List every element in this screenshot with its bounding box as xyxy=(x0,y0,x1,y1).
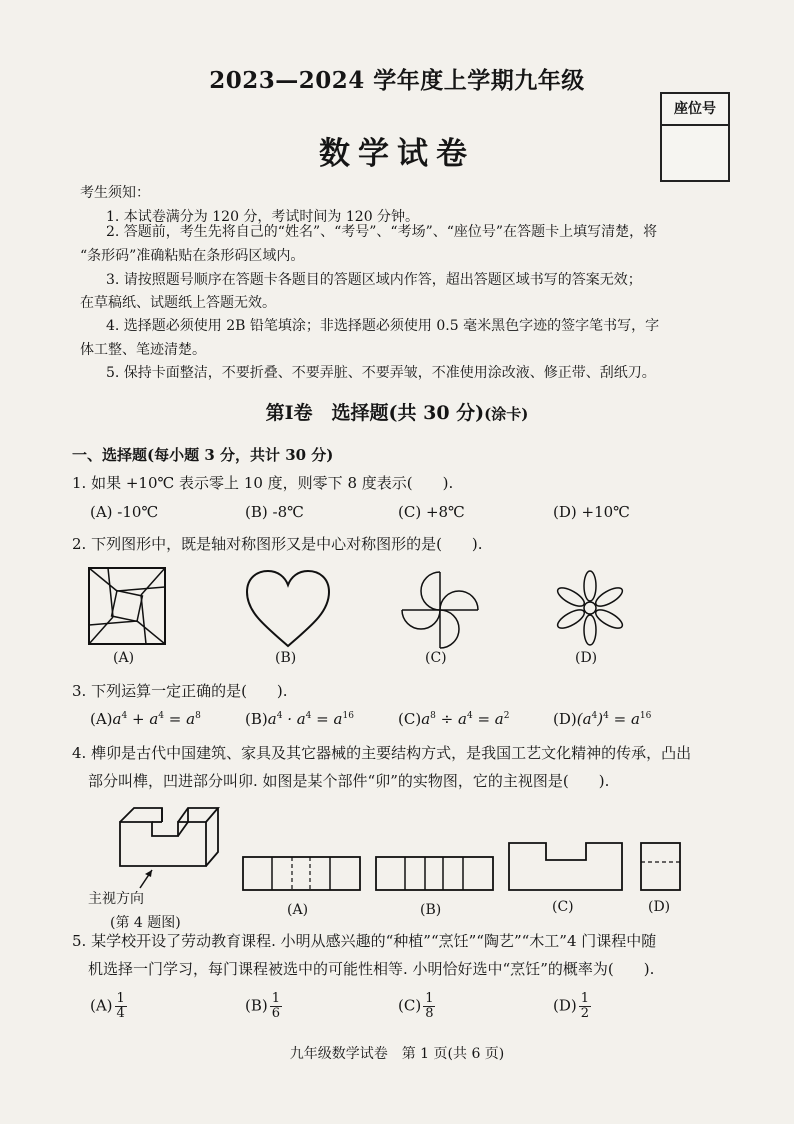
fraction-denominator: 2 xyxy=(580,1006,590,1021)
q1-option-a: (A) -10℃ xyxy=(90,503,159,521)
q2-label-d: (D) xyxy=(575,650,598,666)
fraction-numerator: 1 xyxy=(425,991,434,1006)
expr-term: ) xyxy=(597,710,604,728)
q3-option-d-label: (D) xyxy=(553,710,577,728)
q3-option-a-label: (A) xyxy=(90,710,113,728)
question-1-stem: 1. 如果 +10℃ 表示零上 10 度，则零下 8 度表示( ). xyxy=(72,474,454,492)
fraction-numerator: 1 xyxy=(116,991,125,1006)
q5-option-c xyxy=(398,992,435,1021)
expr-term: (a xyxy=(576,710,592,728)
q3-option-c-label: (C) xyxy=(398,710,422,728)
expr-term: + a xyxy=(127,710,159,728)
exponent: 4 xyxy=(158,711,165,721)
expr-term: = a xyxy=(608,710,640,728)
notice-item: 体工整、笔迹清楚。 xyxy=(80,342,206,358)
notice-item: 4. 选择题必须使用 2B 铅笔填涂；非选择题必须使用 0.5 毫米黑色字迹的签字笔书写，字 xyxy=(106,318,660,334)
q1-option-d: (D) +10℃ xyxy=(553,503,630,521)
exponent: 4 xyxy=(466,711,473,721)
exponent: 4 xyxy=(276,711,283,721)
q3-option-d xyxy=(553,710,651,728)
section-title xyxy=(0,398,794,425)
exponent: 4 xyxy=(591,711,598,721)
q4-label-d: (D) xyxy=(648,899,671,915)
fraction-numerator: 1 xyxy=(271,991,281,1006)
fraction xyxy=(270,992,282,1021)
q2-label-a: (A) xyxy=(113,650,135,666)
q3-option-b-label: (B) xyxy=(245,710,268,728)
expr-term: = a xyxy=(164,710,196,728)
exponent: 8 xyxy=(430,711,436,721)
question-5-stem-line2: 机选择一门学习，每门课程被选中的可能性相等. 小明恰好选中“烹饪”的概率为( ). xyxy=(88,960,655,978)
exponent: 16 xyxy=(342,711,354,721)
q5-option-c-label: (C) xyxy=(398,996,422,1015)
notice-item: “条形码”准确粘贴在条形码区域内。 xyxy=(80,248,305,264)
q4-mortise-3d-figure xyxy=(110,800,230,900)
exam-main-title: 数学试卷 xyxy=(319,136,475,172)
q5-option-b xyxy=(245,992,282,1021)
q5-option-b-label: (B) xyxy=(245,996,268,1015)
q4-label-a: (A) xyxy=(287,902,309,918)
exponent: 16 xyxy=(639,711,652,721)
notice-item: 2. 答题前，考生先将自己的“姓名”、“考号”、“考场”、“座位号”在答题卡上填写清楚，将 xyxy=(106,224,658,240)
q2-figure-d-flower xyxy=(555,568,625,648)
question-3-stem: 3. 下列运算一定正确的是( ). xyxy=(72,682,288,700)
q1-option-b: (B) -8℃ xyxy=(245,503,304,521)
question-4-stem-line2: 部分叫榫，凹进部分叫卯. 如图是某个部件“卯”的实物图，它的主视图是( ). xyxy=(88,772,610,790)
question-4-stem-line1: 4. 榫卯是古代中国建筑、家具及其它器械的主要结构方式，是我国工艺文化精神的传承，凸出 xyxy=(72,744,692,762)
expr-term: a xyxy=(421,710,431,728)
expr-term: = a xyxy=(472,710,504,728)
notice-item: 1. 本试卷满分为 120 分，考试时间为 120 分钟。 xyxy=(106,209,420,225)
exponent: 4 xyxy=(603,711,609,721)
fraction xyxy=(423,992,435,1021)
exponent: 2 xyxy=(503,711,510,721)
q4-label-c: (C) xyxy=(552,899,574,915)
q3-option-a xyxy=(90,710,201,728)
q4-label-b: (B) xyxy=(420,902,442,918)
q4-figure-caption: (第 4 题图) xyxy=(110,915,181,931)
question-2-stem: 2. 下列图形中，既是轴对称图形又是中心对称图形的是( ). xyxy=(72,535,483,553)
q4-option-d-view xyxy=(640,842,682,892)
q4-option-b-view xyxy=(375,856,495,892)
q4-direction-label: 主视方向 xyxy=(88,891,144,907)
q1-option-c: (C) +8℃ xyxy=(398,503,465,521)
exam-year-title: 2023—2024 学年度上学期九年级 xyxy=(209,67,585,94)
q2-label-c: (C) xyxy=(425,650,447,666)
fraction-denominator: 4 xyxy=(116,1006,125,1021)
expr-term: = a xyxy=(311,710,343,728)
section-title-note: (涂卡) xyxy=(484,405,529,423)
q2-label-b: (B) xyxy=(275,650,297,666)
seat-number-label: 座位号 xyxy=(662,94,728,126)
notice-heading: 考生须知： xyxy=(80,185,150,201)
q3-option-c xyxy=(398,710,509,728)
expr-term: a xyxy=(112,710,122,728)
fraction xyxy=(115,992,127,1021)
expr-term: ÷ a xyxy=(435,710,467,728)
fraction xyxy=(579,992,591,1021)
exponent: 4 xyxy=(121,711,128,721)
q3-option-b xyxy=(245,710,354,728)
section-title-text: 第Ⅰ卷 选择题(共 30 分) xyxy=(265,402,485,424)
expr-term: a xyxy=(267,710,277,728)
q4-option-c-view xyxy=(508,842,624,892)
exponent: 8 xyxy=(195,711,201,721)
q5-option-d-label: (D) xyxy=(553,996,577,1015)
notice-item: 5. 保持卡面整洁，不要折叠、不要弄脏、不要弄皱，不准使用涂改液、修正带、刮纸刀。 xyxy=(106,365,656,381)
fraction-denominator: 6 xyxy=(271,1006,281,1021)
question-5-stem-line1: 5. 某学校开设了劳动教育课程. 小明从感兴趣的“种植”“烹饪”“陶艺”“木工”4 门课程中随 xyxy=(72,932,657,950)
q5-option-d xyxy=(553,992,591,1021)
page-footer: 九年级数学试卷 第 1 页(共 6 页) xyxy=(289,1046,505,1062)
expr-term: · a xyxy=(282,710,306,728)
notice-item: 3. 请按照题号顺序在答题卡各题目的答题区域内作答，超出答题区域书写的答案无效； xyxy=(106,272,642,288)
notice-item: 在草稿纸、试题纸上答题无效。 xyxy=(80,295,276,311)
q2-figure-a-pinwheel-square xyxy=(88,567,166,645)
q5-option-a-label: (A) xyxy=(90,996,113,1015)
fraction-denominator: 8 xyxy=(425,1006,434,1021)
fraction-numerator: 1 xyxy=(580,991,590,1006)
q2-figure-c-windmill xyxy=(400,570,480,650)
exponent: 4 xyxy=(305,711,312,721)
q5-option-a xyxy=(90,992,127,1021)
part-heading: 一、选择题(每小题 3 分，共计 30 分) xyxy=(72,446,334,464)
seat-number-box xyxy=(660,92,730,182)
q4-option-a-view xyxy=(242,856,362,892)
q2-figure-b-heart xyxy=(245,570,331,648)
